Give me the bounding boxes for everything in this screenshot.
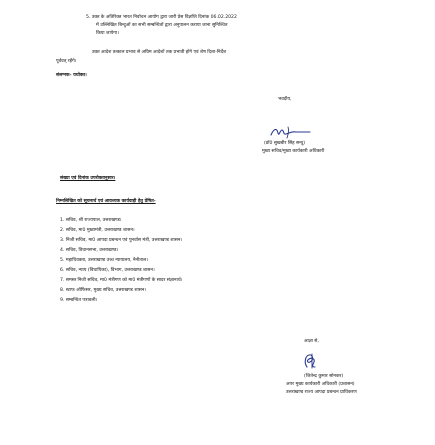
copy-intro: निम्नलिखित को सूचनार्थ एवं आवश्यक कार्यवाही हेतु प्रेषित- bbox=[56, 199, 156, 204]
list-item: 1. सचिव, श्री राज्यपाल, उत्तराखण्ड। bbox=[60, 218, 122, 223]
point-5-line-2: में उल्लिखित बिन्दुओं का सभी सम्बन्धितों द्वारा अनुपालन कराया जाना सुनिश्चित bbox=[96, 23, 228, 28]
effect-line-2: पूर्ववत् रहेंगे। bbox=[56, 59, 77, 64]
point-5-line-3: किया जायेगा। bbox=[96, 31, 119, 36]
sender-designation: अपर मुख्य कार्यकारी अधिकारी (प्रशासन) bbox=[286, 382, 355, 387]
list-item: 2. सचिव, मा0 मुख्यमंत्री, उत्तराखण्ड शासन। bbox=[60, 228, 135, 233]
reference-line: संख्या एवं दिनांक उपरोक्तानुसार। bbox=[60, 176, 116, 181]
signatory-designation: मुख्य सचिव/मुख्य कार्यकारी अधिकारी bbox=[262, 149, 325, 154]
list-item: 3. निजी सचिव, मा0 आपदा प्रबन्धन एवं पुनर्वास मंत्री, उत्तराखण्ड शासन। bbox=[60, 238, 183, 243]
by-order: आज्ञा से, bbox=[304, 339, 319, 344]
sender-name: (जितेन्द्र कुमार सोनकर) bbox=[304, 374, 344, 379]
list-item: 5. महाधिवक्ता, उत्तराखण्ड उच्च न्यायालय, नैनीताल। bbox=[60, 258, 148, 263]
list-item: 4. सचिव, विधानसभा, उत्तराखण्ड। bbox=[60, 248, 119, 253]
chief-secretary-signature bbox=[268, 124, 314, 140]
list-item: 9. सम्बन्धित पत्रावली। bbox=[60, 298, 98, 303]
enclosure-note: संलग्नक- यथोक्त। bbox=[56, 73, 87, 78]
closing-salutation: भवदीय, bbox=[278, 97, 292, 102]
point-5-line-1: 5. उक्त के अतिरिक्त भारत निर्वाचन आयोग द्वारा जारी प्रेस विज्ञप्ति दिनांक 06.02.2022 bbox=[86, 15, 237, 20]
effect-line-1: उक्त आदेश तत्काल प्रभाव से अग्रिम आदेशों तक प्रभावी होंगे एवं शेष दिशा-निर्देश bbox=[92, 50, 227, 55]
list-item: 8. स्टाफ ऑफिसर, मुख्य सचिव, उत्तराखण्ड शासन। bbox=[60, 288, 147, 293]
sender-signature bbox=[300, 352, 322, 370]
list-item: 7. समस्त निजी सचिव, मा0 मंत्रीगण को मा0 मंत्रीगणों के सादर संज्ञानार्थ। bbox=[60, 278, 183, 283]
sender-office: उत्तराखण्ड राज्य आपदा प्रबन्धन प्राधिकरण bbox=[286, 390, 357, 395]
list-item: 6. सचिव, न्याय (विधायिका), विभाग, उत्तराखण्ड शासन। bbox=[60, 268, 155, 273]
signatory-name: (डॉ0 सुखबीर सिंह सन्धु) bbox=[264, 141, 306, 146]
